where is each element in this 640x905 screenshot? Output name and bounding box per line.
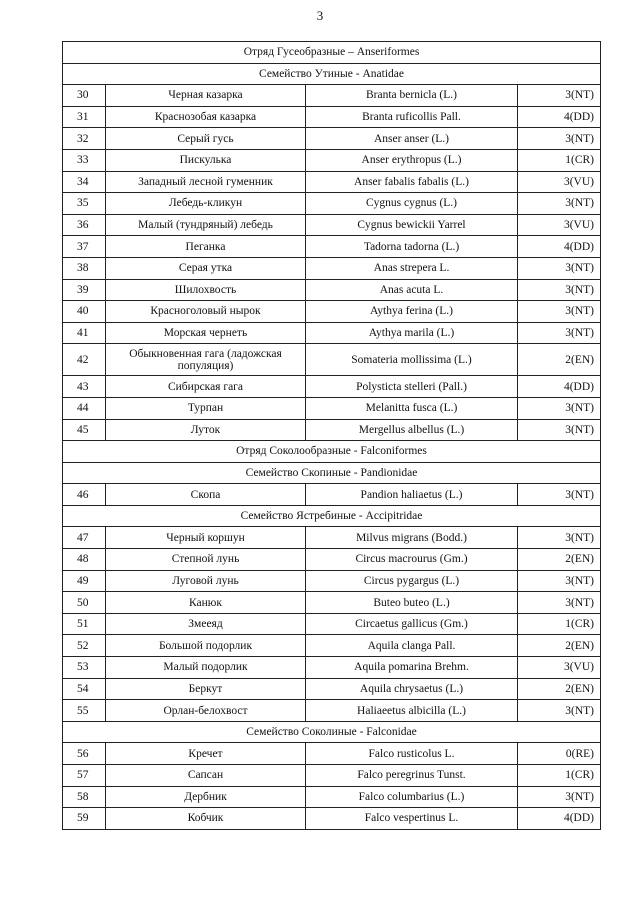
species-latin-name: Cygnus bewickii Yarrel (306, 214, 518, 236)
species-latin-name: Mergellus albellus (L.) (306, 419, 518, 441)
species-number: 50 (63, 592, 106, 614)
species-latin-name: Aythya marila (L.) (306, 322, 518, 344)
species-russian-name: Канюк (106, 592, 306, 614)
species-latin-name: Somateria mollissima (L.) (306, 344, 518, 376)
species-russian-name: Краснозобая казарка (106, 106, 306, 128)
species-status: 2(EN) (518, 344, 601, 376)
species-table-body (63, 42, 601, 830)
species-number: 42 (63, 344, 106, 376)
species-number: 36 (63, 214, 106, 236)
species-status: 3(NT) (518, 570, 601, 592)
section-header: Отряд Гусеобразные – Anseriformes (63, 42, 601, 64)
species-russian-name: Сапсан (106, 765, 306, 787)
species-latin-name: Circaetus gallicus (Gm.) (306, 613, 518, 635)
species-status: 3(NT) (518, 257, 601, 279)
species-russian-name: Красноголовый нырок (106, 301, 306, 323)
species-status: 3(NT) (518, 85, 601, 107)
species-latin-name: Aquila pomarina Brehm. (306, 657, 518, 679)
species-number: 31 (63, 106, 106, 128)
species-row (63, 322, 601, 344)
species-row (63, 193, 601, 215)
species-status: 1(CR) (518, 765, 601, 787)
species-number: 57 (63, 765, 106, 787)
species-russian-name: Большой подорлик (106, 635, 306, 657)
section-header: Семейство Скопиные - Pandionidae (63, 462, 601, 484)
species-latin-name: Falco vespertinus L. (306, 808, 518, 830)
species-russian-name: Серая утка (106, 257, 306, 279)
species-row (63, 236, 601, 258)
species-latin-name: Buteo buteo (L.) (306, 592, 518, 614)
species-row (63, 149, 601, 171)
species-row (63, 635, 601, 657)
species-row (63, 678, 601, 700)
section-header-row (63, 505, 601, 527)
species-status: 3(NT) (518, 419, 601, 441)
species-russian-name: Дербник (106, 786, 306, 808)
species-status: 3(VU) (518, 214, 601, 236)
species-russian-name: Кречет (106, 743, 306, 765)
species-number: 49 (63, 570, 106, 592)
species-status: 2(EN) (518, 635, 601, 657)
species-status: 3(NT) (518, 592, 601, 614)
section-header-row (63, 462, 601, 484)
species-status: 3(NT) (518, 397, 601, 419)
species-russian-name: Черная казарка (106, 85, 306, 107)
species-number: 58 (63, 786, 106, 808)
species-latin-name: Anas acuta L. (306, 279, 518, 301)
species-row (63, 344, 601, 376)
species-row (63, 592, 601, 614)
species-number: 41 (63, 322, 106, 344)
species-row (63, 171, 601, 193)
species-number: 38 (63, 257, 106, 279)
species-number: 56 (63, 743, 106, 765)
species-russian-name: Морская чернеть (106, 322, 306, 344)
species-status: 0(RE) (518, 743, 601, 765)
species-latin-name: Aquila chrysaetus (L.) (306, 678, 518, 700)
species-russian-name: Малый (тундряный) лебедь (106, 214, 306, 236)
species-russian-name: Шилохвость (106, 279, 306, 301)
species-row (63, 527, 601, 549)
species-russian-name: Западный лесной гуменник (106, 171, 306, 193)
section-header-row (63, 441, 601, 463)
species-row (63, 786, 601, 808)
species-status: 3(NT) (518, 786, 601, 808)
species-latin-name: Branta ruficollis Pall. (306, 106, 518, 128)
species-row (63, 128, 601, 150)
species-number: 44 (63, 397, 106, 419)
species-number: 51 (63, 613, 106, 635)
species-number: 35 (63, 193, 106, 215)
species-latin-name: Anas strepera L. (306, 257, 518, 279)
species-number: 45 (63, 419, 106, 441)
species-russian-name: Обыкновенная гага (ладожская популяция) (106, 344, 306, 376)
species-russian-name: Сибирская гага (106, 376, 306, 398)
species-russian-name: Степной лунь (106, 549, 306, 571)
species-status: 3(NT) (518, 527, 601, 549)
species-number: 37 (63, 236, 106, 258)
species-row (63, 743, 601, 765)
species-russian-name: Скопа (106, 484, 306, 506)
species-status: 3(NT) (518, 484, 601, 506)
species-number: 43 (63, 376, 106, 398)
species-latin-name: Aquila clanga Pall. (306, 635, 518, 657)
species-number: 34 (63, 171, 106, 193)
section-header: Семейство Соколиные - Falconidae (63, 721, 601, 743)
section-header-row (63, 63, 601, 85)
species-row (63, 700, 601, 722)
species-number: 40 (63, 301, 106, 323)
species-latin-name: Tadorna tadorna (L.) (306, 236, 518, 258)
species-row (63, 570, 601, 592)
species-russian-name: Луток (106, 419, 306, 441)
species-status: 4(DD) (518, 376, 601, 398)
species-status: 3(VU) (518, 657, 601, 679)
species-russian-name: Беркут (106, 678, 306, 700)
species-number: 52 (63, 635, 106, 657)
species-row (63, 484, 601, 506)
species-russian-name: Луговой лунь (106, 570, 306, 592)
species-status: 3(NT) (518, 193, 601, 215)
species-russian-name: Лебедь-кликун (106, 193, 306, 215)
species-latin-name: Branta bernicla (L.) (306, 85, 518, 107)
species-latin-name: Polysticta stelleri (Pall.) (306, 376, 518, 398)
species-russian-name: Кобчик (106, 808, 306, 830)
species-status: 1(CR) (518, 149, 601, 171)
species-row (63, 613, 601, 635)
species-russian-name: Змееяд (106, 613, 306, 635)
species-russian-name: Черный коршун (106, 527, 306, 549)
section-header: Семейство Утиные - Anatidae (63, 63, 601, 85)
species-status: 3(VU) (518, 171, 601, 193)
page-number: 3 (316, 8, 324, 23)
species-russian-name: Турпан (106, 397, 306, 419)
species-row (63, 657, 601, 679)
species-status: 3(NT) (518, 279, 601, 301)
species-number: 32 (63, 128, 106, 150)
species-latin-name: Cygnus cygnus (L.) (306, 193, 518, 215)
species-status: 3(NT) (518, 700, 601, 722)
species-latin-name: Pandion haliaetus (L.) (306, 484, 518, 506)
species-row (63, 397, 601, 419)
species-russian-name: Пеганка (106, 236, 306, 258)
species-status: 2(EN) (518, 549, 601, 571)
species-status: 2(EN) (518, 678, 601, 700)
species-latin-name: Aythya ferina (L.) (306, 301, 518, 323)
species-number: 39 (63, 279, 106, 301)
species-number: 30 (63, 85, 106, 107)
species-status: 4(DD) (518, 106, 601, 128)
species-row (63, 765, 601, 787)
species-status: 4(DD) (518, 236, 601, 258)
section-header: Отряд Соколообразные - Falconiformes (63, 441, 601, 463)
species-row (63, 257, 601, 279)
species-latin-name: Circus pygargus (L.) (306, 570, 518, 592)
species-row (63, 808, 601, 830)
species-latin-name: Falco columbarius (L.) (306, 786, 518, 808)
species-number: 55 (63, 700, 106, 722)
species-status: 4(DD) (518, 808, 601, 830)
species-russian-name: Пискулька (106, 149, 306, 171)
species-number: 54 (63, 678, 106, 700)
species-number: 59 (63, 808, 106, 830)
species-latin-name: Falco peregrinus Tunst. (306, 765, 518, 787)
species-table (62, 41, 601, 830)
species-latin-name: Anser erythropus (L.) (306, 149, 518, 171)
section-header-row (63, 42, 601, 64)
species-number: 53 (63, 657, 106, 679)
species-latin-name: Melanitta fusca (L.) (306, 397, 518, 419)
species-status: 3(NT) (518, 128, 601, 150)
species-row (63, 549, 601, 571)
species-latin-name: Haliaeetus albicilla (L.) (306, 700, 518, 722)
species-row (63, 301, 601, 323)
section-header-row (63, 721, 601, 743)
species-row (63, 279, 601, 301)
species-russian-name: Малый подорлик (106, 657, 306, 679)
species-number: 48 (63, 549, 106, 571)
species-row (63, 376, 601, 398)
species-latin-name: Anser anser (L.) (306, 128, 518, 150)
species-latin-name: Milvus migrans (Bodd.) (306, 527, 518, 549)
species-status: 3(NT) (518, 301, 601, 323)
species-number: 47 (63, 527, 106, 549)
species-status: 3(NT) (518, 322, 601, 344)
species-number: 33 (63, 149, 106, 171)
section-header: Семейство Ястребиные - Accipitridae (63, 505, 601, 527)
species-status: 1(CR) (518, 613, 601, 635)
species-russian-name: Орлан-белохвост (106, 700, 306, 722)
species-latin-name: Falco rusticolus L. (306, 743, 518, 765)
species-latin-name: Circus macrourus (Gm.) (306, 549, 518, 571)
species-row (63, 419, 601, 441)
species-row (63, 214, 601, 236)
species-number: 46 (63, 484, 106, 506)
species-row (63, 106, 601, 128)
species-russian-name: Серый гусь (106, 128, 306, 150)
species-latin-name: Anser fabalis fabalis (L.) (306, 171, 518, 193)
species-row (63, 85, 601, 107)
